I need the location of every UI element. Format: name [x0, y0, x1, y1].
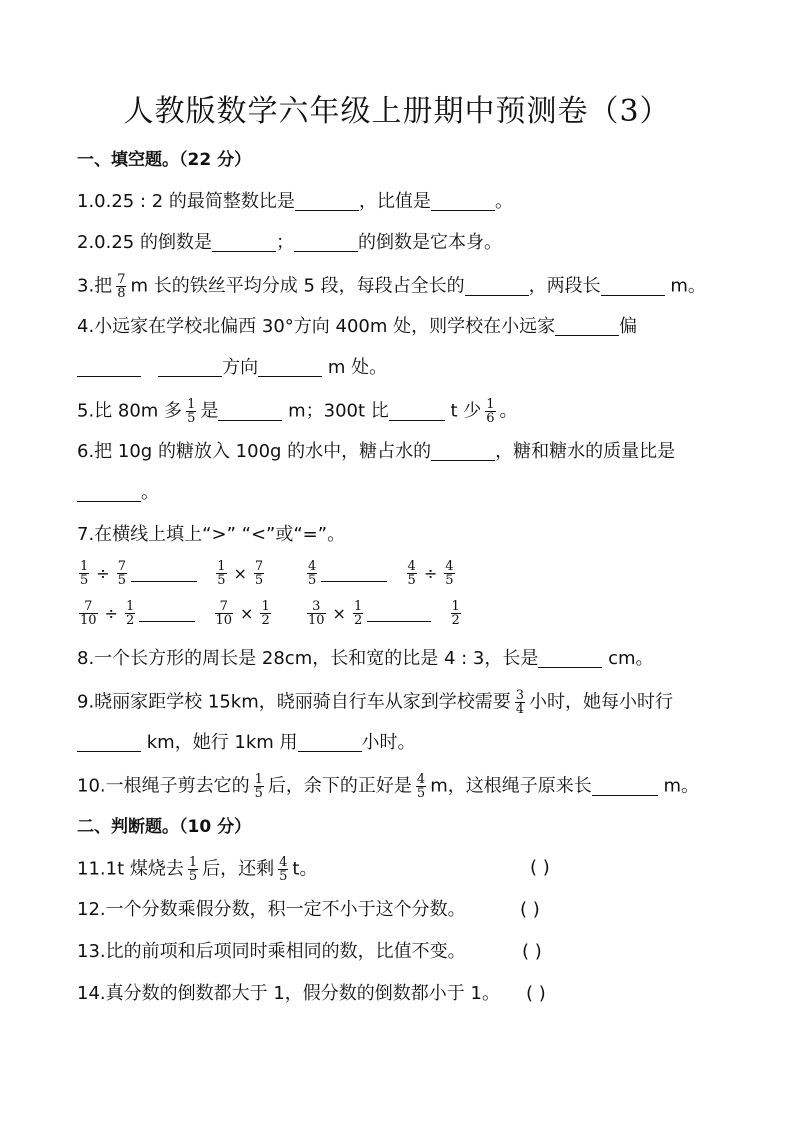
q4-text-b: 偏 [619, 316, 638, 337]
q13-answer-parens[interactable]: ( ) [522, 941, 542, 962]
operator: ÷ [104, 604, 118, 623]
q3-text-d: m。 [670, 275, 706, 297]
q5-text-c: m；300t 比 [288, 400, 389, 422]
q14-answer-parens[interactable]: ( ) [526, 983, 546, 1004]
question-12: 12.一个分数乘假分数，积一定不小于这个分数。 [77, 899, 466, 920]
answer-blank[interactable] [431, 190, 495, 211]
fraction [407, 560, 417, 587]
fraction [79, 560, 89, 587]
operator: × [240, 604, 254, 623]
numerator: 4 [407, 559, 416, 574]
q3-text-c: ，两段长 [528, 275, 601, 297]
denominator: 2 [353, 613, 363, 628]
fraction [307, 600, 326, 627]
denominator: 5 [445, 573, 454, 588]
numerator: 3 [312, 599, 321, 614]
question-9-continued [77, 731, 416, 755]
fraction [116, 273, 126, 300]
q4-text-d: m 处。 [327, 357, 388, 378]
answer-blank[interactable] [77, 356, 141, 377]
q9-text-d: 小时。 [361, 732, 416, 753]
fraction [353, 600, 363, 627]
fraction [254, 773, 264, 800]
q10-text-b: 后，余下的正好是 [267, 775, 412, 797]
q9-text-b: 小时，她每小时行 [529, 691, 674, 713]
numerator: 7 [254, 559, 264, 574]
fraction [215, 600, 234, 627]
q1-text-c: 。 [494, 191, 513, 212]
numerator: 4 [279, 855, 288, 870]
denominator: 5 [217, 573, 226, 588]
answer-blank[interactable] [538, 647, 602, 668]
q1-text-b: ，比值是 [358, 191, 431, 212]
q8-text-a: 8.一个长方形的周长是 28cm，长和宽的比是 4 : 3，长是 [77, 648, 539, 669]
numerator: 7 [117, 272, 126, 287]
question-10 [77, 773, 699, 800]
operator: ÷ [423, 564, 438, 583]
answer-blank[interactable] [139, 601, 195, 622]
answer-blank[interactable] [321, 561, 387, 582]
q1-text-a: 1.0.25 : 2 的最简整数比是 [77, 191, 295, 212]
question-6-continued [77, 481, 159, 505]
numerator: 1 [353, 599, 363, 614]
q2-text-c: 的倒数是它本身。 [357, 232, 502, 253]
numerator: 1 [80, 559, 89, 574]
section-heading-true-false: 二、判断题。（10 分） [77, 817, 252, 837]
q11-text-b: 后，还剩 [202, 858, 275, 880]
q6-text-b: ，糖和糖水的质量比是 [495, 441, 676, 462]
q6-text-a: 6.把 10g 的糖放入 100g 的水中，糖占水的 [77, 441, 432, 462]
answer-blank[interactable] [295, 190, 359, 211]
q5-text-a: 5.比 80m 多 [77, 400, 183, 422]
answer-blank[interactable] [131, 561, 197, 582]
q10-text-d: m。 [663, 775, 700, 797]
numerator: 4 [308, 559, 317, 574]
answer-blank[interactable] [555, 315, 619, 336]
section-heading-fill-blank: 一、填空题。（22 分） [77, 150, 252, 170]
fraction [307, 560, 317, 587]
denominator: 2 [261, 613, 270, 628]
fraction [416, 773, 426, 800]
question-14: 14.真分数的倒数都大于 1，假分数的倒数都小于 1。 [77, 983, 500, 1004]
fraction [485, 398, 495, 425]
question-4 [77, 315, 637, 339]
numerator: 1 [261, 599, 270, 614]
fraction [515, 689, 525, 716]
q10-text-c: m，这根绳子原来长 [430, 775, 592, 797]
q11-text-c: t。 [292, 858, 318, 880]
operator: ÷ [96, 564, 110, 583]
fraction [79, 600, 98, 627]
fraction [451, 600, 461, 627]
denominator: 5 [407, 573, 416, 588]
comparison-3 [75, 600, 275, 627]
denominator: 5 [117, 573, 126, 588]
q6-text-c: 。 [141, 482, 159, 503]
q12-answer-parens[interactable]: ( ) [520, 899, 540, 920]
answer-blank[interactable] [212, 231, 276, 252]
numerator: 4 [445, 559, 454, 574]
denominator: 5 [80, 573, 89, 588]
denominator: 5 [416, 786, 426, 801]
question-4-continued [77, 356, 387, 380]
denominator: 5 [187, 411, 196, 426]
q3-text-a: 3.把 [77, 275, 113, 297]
question-7: 7.在横线上填上“>” “<”或“=”。 [77, 524, 346, 545]
q3-text-b: m 长的铁丝平均分成 5 段，每段占全长的 [130, 275, 465, 297]
fraction [188, 856, 198, 883]
operator: × [332, 604, 346, 623]
question-2 [77, 231, 502, 255]
fraction [117, 560, 127, 587]
fraction [254, 560, 264, 587]
question-9 [77, 689, 673, 716]
fraction [186, 398, 196, 425]
denominator: 10 [215, 613, 233, 628]
comparison-2 [303, 560, 459, 587]
operator: × [233, 564, 247, 583]
q9-text-a: 9.晓丽家距学校 15km，晓丽骑自行车从家到学校需要 [77, 691, 511, 713]
fraction [216, 560, 226, 587]
numerator: 1 [125, 599, 135, 614]
q5-text-e: 。 [499, 400, 518, 422]
denominator: 5 [254, 786, 263, 801]
q4-text-a: 4.小远家在学校北偏西 30°方向 400m 处，则学校在小远家 [77, 316, 556, 337]
answer-blank[interactable] [294, 231, 358, 252]
q5-text-d: t 少 [450, 400, 482, 422]
q2-text-a: 2.0.25 的倒数是 [77, 232, 212, 253]
denominator: 5 [254, 573, 264, 588]
q10-text-a: 10.一根绳子剪去它的 [77, 775, 250, 797]
numerator: 1 [217, 559, 226, 574]
denominator: 6 [486, 411, 495, 426]
denominator: 5 [308, 573, 317, 588]
denominator: 10 [308, 613, 325, 628]
answer-blank[interactable] [367, 601, 431, 622]
numerator: 1 [187, 397, 196, 412]
page-title: 人教版数学六年级上册期中预测卷（3） [123, 94, 671, 129]
denominator: 2 [451, 613, 460, 628]
q8-text-b: cm。 [608, 648, 654, 669]
answer-blank[interactable] [389, 400, 445, 421]
q2-text-b: ； [275, 232, 294, 253]
denominator: 10 [80, 613, 97, 628]
q9-text-c: km，她行 1km 用 [146, 732, 298, 753]
comparison-1 [75, 560, 268, 587]
question-8 [77, 647, 654, 671]
question-6 [77, 440, 675, 464]
denominator: 4 [515, 702, 525, 717]
denominator: 5 [188, 869, 198, 884]
numerator: 1 [486, 397, 495, 412]
answer-blank[interactable] [258, 356, 322, 377]
question-13: 13.比的前项和后项同时乘相同的数，比值不变。 [77, 941, 466, 962]
numerator: 7 [84, 599, 93, 614]
question-3 [77, 273, 706, 300]
numerator: 7 [117, 559, 126, 574]
denominator: 2 [125, 613, 135, 628]
answer-blank[interactable] [298, 731, 362, 752]
question-1 [77, 190, 513, 214]
denominator: 8 [117, 286, 126, 301]
numerator: 1 [451, 599, 460, 614]
q4-text-c: 方向 [222, 357, 259, 378]
fraction [125, 600, 135, 627]
numerator: 7 [219, 599, 228, 614]
fraction [278, 856, 288, 883]
answer-blank[interactable] [601, 275, 665, 296]
question-5 [77, 398, 518, 425]
comparison-4 [303, 600, 465, 627]
q5-text-b: 是 [200, 400, 219, 422]
q11-text-a: 11.1t 煤烧去 [77, 858, 184, 880]
answer-blank[interactable] [592, 775, 658, 796]
answer-blank[interactable] [431, 440, 495, 461]
fraction [444, 560, 454, 587]
numerator: 4 [416, 772, 426, 787]
numerator: 1 [188, 855, 198, 870]
q11-answer-parens[interactable]: ( ) [530, 857, 550, 878]
fraction [260, 600, 270, 627]
denominator: 5 [279, 869, 288, 884]
answer-blank[interactable] [465, 275, 529, 296]
answer-blank[interactable] [218, 400, 282, 421]
numerator: 1 [254, 772, 263, 787]
question-11 [77, 856, 317, 883]
answer-blank[interactable] [77, 731, 141, 752]
answer-blank[interactable] [77, 481, 141, 502]
numerator: 3 [515, 688, 525, 703]
answer-blank[interactable] [158, 356, 222, 377]
